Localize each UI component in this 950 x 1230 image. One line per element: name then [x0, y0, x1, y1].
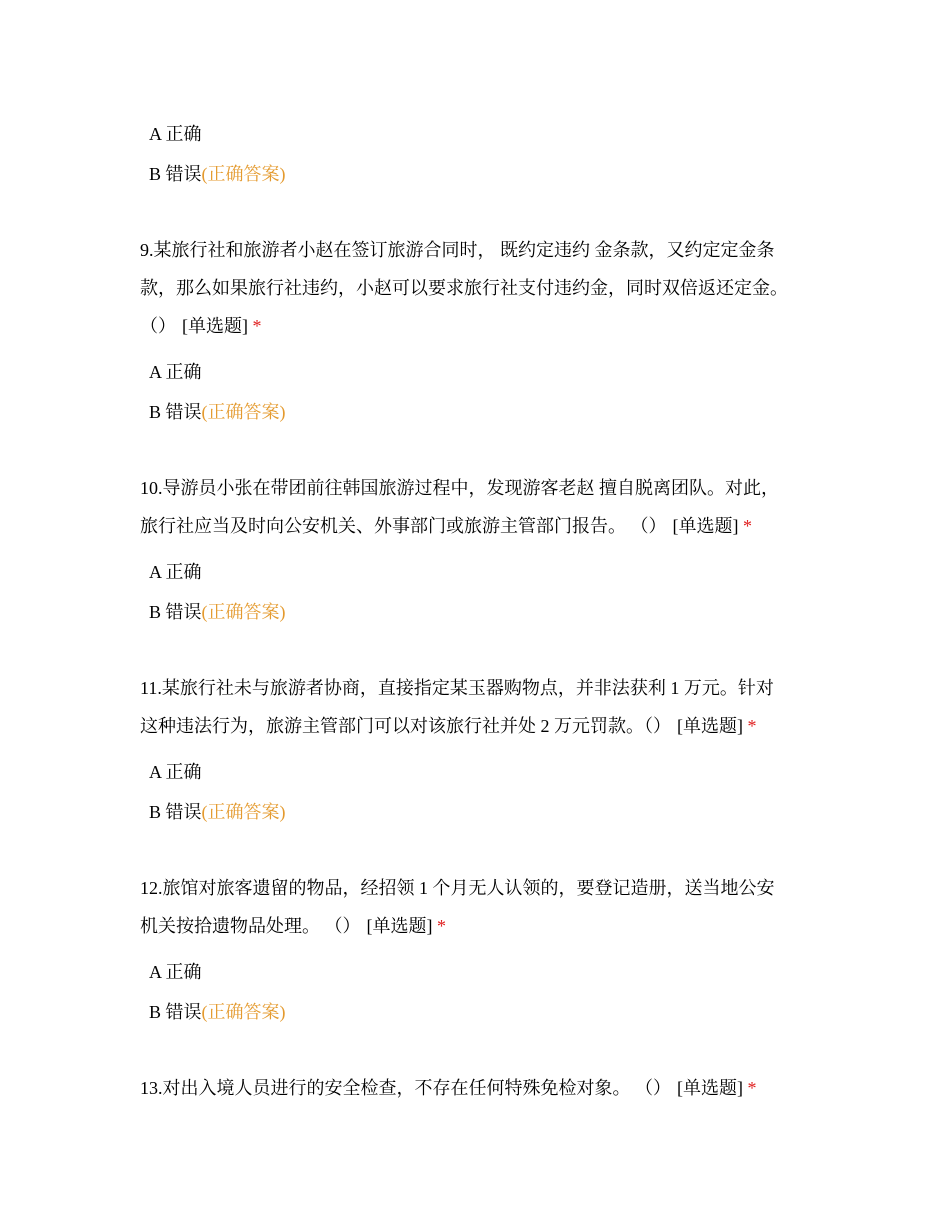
question-10-line-2	[140, 514, 752, 538]
option-a[interactable]	[149, 360, 202, 384]
question-11-line-2	[140, 714, 757, 738]
option-label: A 正确	[149, 562, 202, 582]
correct-answer-mark: (正确答案)	[201, 802, 286, 822]
correct-answer-mark: (正确答案)	[201, 1002, 286, 1022]
option-b[interactable]	[149, 1000, 286, 1024]
option-b[interactable]	[149, 800, 286, 824]
question-11-line-1: 11.某旅行社未与旅游者协商，直接指定某玉器购物点，并非法获利 1 万元。针对	[140, 678, 774, 698]
question-13-line-1	[140, 1076, 757, 1100]
question-11-text: 这种违法行为，旅游主管部门可以对该旅行社并处 2 万元罚款。（）	[140, 716, 671, 736]
question-12-line-2	[140, 914, 446, 938]
question-12-text: 机关按拾遗物品处理。 （）	[140, 916, 361, 936]
correct-answer-mark: (正确答案)	[201, 402, 286, 422]
question-13-text: 13.对出入境人员进行的安全检查，不存在任何特殊免检对象。 （）	[140, 1078, 671, 1098]
question-10-line-1: 10.导游员小张在带团前往韩国旅游过程中，发现游客老赵 擅自脱离团队。对此，	[140, 478, 779, 498]
question-type-tag: [单选题]	[182, 316, 248, 336]
question-12-line-1: 12.旅馆对旅客遗留的物品，经招领 1 个月无人认领的，要登记造册，送当地公安	[140, 878, 775, 898]
question-type-tag: [单选题]	[366, 916, 433, 936]
option-label: B 错误	[149, 402, 202, 422]
question-type-tag: [单选题]	[677, 1078, 743, 1098]
option-label: B 错误	[149, 602, 202, 622]
option-b[interactable]	[149, 400, 286, 424]
option-label: A 正确	[149, 362, 202, 382]
required-star: *	[252, 316, 262, 336]
option-a[interactable]	[149, 560, 202, 584]
option-label: A 正确	[149, 962, 202, 982]
correct-answer-mark: (正确答案)	[201, 164, 286, 184]
question-9-line-2: 款，那么如果旅行社违约，小赵可以要求旅行社支付违约金，同时双倍返还定金。	[140, 278, 788, 298]
option-b[interactable]	[149, 600, 286, 624]
required-star: *	[747, 716, 757, 736]
question-10-text: 旅行社应当及时向公安机关、外事部门或旅游主管部门报告。 （）	[140, 516, 667, 536]
option-label: B 错误	[149, 1002, 202, 1022]
option-label: A 正确	[149, 124, 202, 144]
option-a[interactable]	[149, 960, 202, 984]
question-type-tag: [单选题]	[672, 516, 739, 536]
option-a[interactable]	[149, 760, 202, 784]
question-9-line-3	[140, 314, 262, 338]
option-a[interactable]	[149, 122, 202, 146]
option-label: B 错误	[149, 802, 202, 822]
required-star: *	[743, 516, 752, 536]
question-9-paren: （）	[140, 316, 176, 336]
question-9-line-1: 9.某旅行社和旅游者小赵在签订旅游合同时， 既约定违约 金条款，又约定定金条	[140, 240, 775, 260]
option-b[interactable]	[149, 162, 286, 186]
required-star: *	[747, 1078, 757, 1098]
option-label: B 错误	[149, 164, 202, 184]
option-label: A 正确	[149, 762, 202, 782]
question-type-tag: [单选题]	[677, 716, 743, 736]
correct-answer-mark: (正确答案)	[201, 602, 286, 622]
required-star: *	[437, 916, 446, 936]
